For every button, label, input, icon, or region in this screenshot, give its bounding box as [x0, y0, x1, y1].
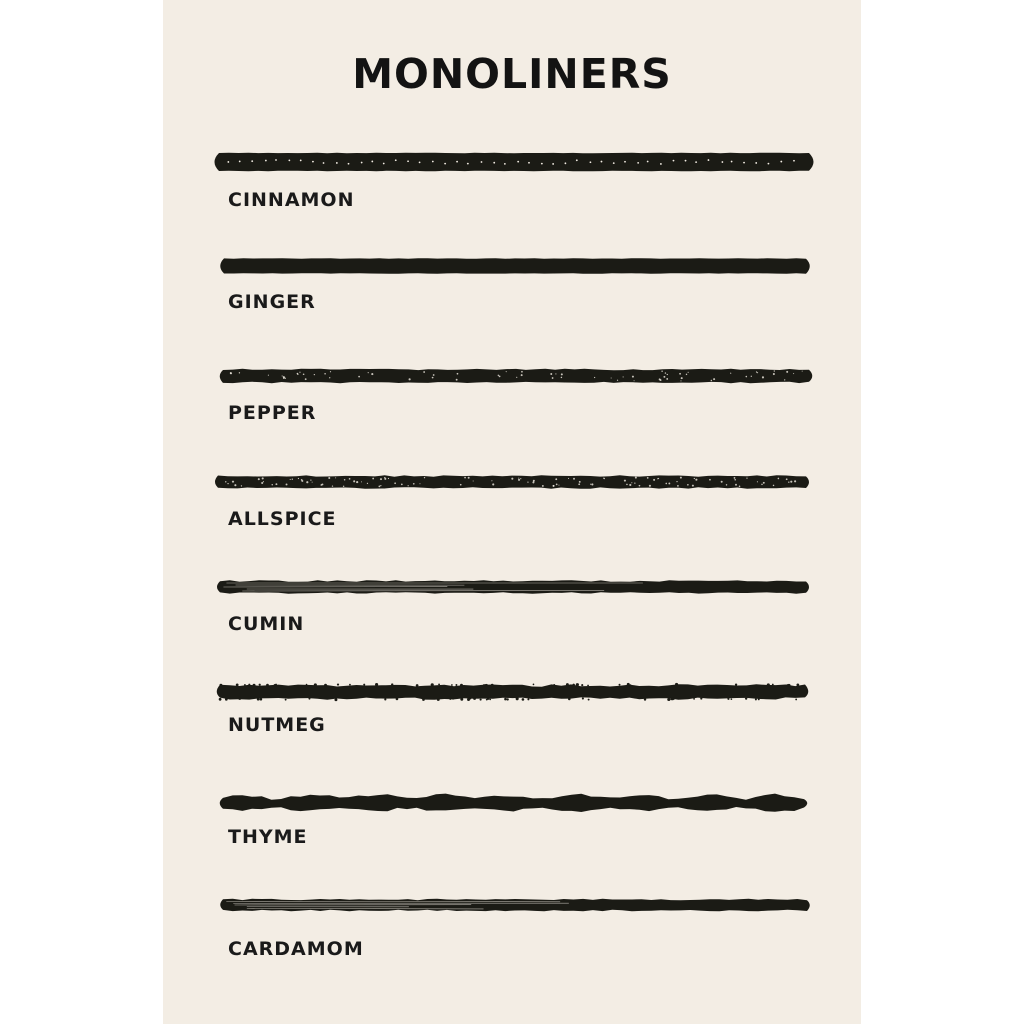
- brush-label-pepper: PEPPER: [228, 402, 317, 424]
- brush-stroke-cinnamon: [215, 153, 814, 172]
- brush-label-cumin: CUMIN: [228, 613, 305, 635]
- sheet-title: MONOLINERS: [352, 50, 672, 98]
- brush-stroke-allspice: [215, 475, 809, 488]
- brush-stroke-thyme: [220, 794, 808, 812]
- brush-stroke-cardamom: [220, 899, 810, 911]
- brush-label-ginger: GINGER: [228, 291, 316, 313]
- brush-label-cinnamon: CINNAMON: [228, 189, 355, 211]
- brush-stroke-nutmeg: [217, 683, 809, 701]
- brush-label-thyme: THYME: [228, 826, 308, 848]
- brush-label-cardamom: CARDAMOM: [228, 938, 364, 960]
- brush-stroke-pepper: [220, 369, 813, 383]
- brush-label-allspice: ALLSPICE: [228, 508, 337, 530]
- brush-stroke-cumin: [217, 580, 809, 593]
- brush-label-nutmeg: NUTMEG: [228, 714, 326, 736]
- brush-stroke-ginger: [220, 258, 810, 274]
- brush-sheet: [163, 0, 861, 1024]
